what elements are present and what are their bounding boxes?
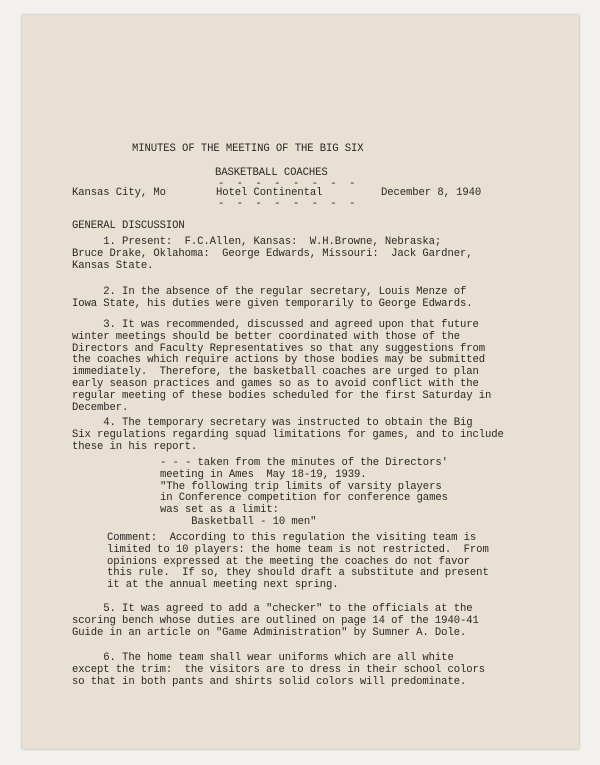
text-line: regular meeting of these bodies scheduled for the first Saturday in [72, 389, 492, 402]
text-line: it at the annual meeting next spring. [107, 579, 339, 592]
text-line: December. [72, 401, 129, 414]
paragraph-3 [72, 320, 491, 414]
meeting-hotel: Hotel Continental [216, 187, 323, 199]
text-line: immediately. Therefore, the basketball coaches are urged to plan [72, 366, 479, 379]
text-line: "The following trip limits of varsity players [160, 480, 442, 493]
text-line: 3. It was recommended, discussed and agreed upon that future [72, 319, 479, 331]
text-line: 4. The temporary secretary was instructed to obtain the Big [72, 417, 473, 429]
text-line: in Conference competition for conference games [160, 492, 448, 505]
text-line: Kansas State. [72, 259, 154, 272]
text-line: early season practices and games so as to avoid conflict with the [72, 377, 479, 390]
text-line: Guide in an article on "Game Administration" by Sumner A. Dole. [72, 626, 467, 639]
document-title: MINUTES OF THE MEETING OF THE BIG SIX [132, 143, 364, 155]
text-line: opinions expressed at the meeting the coaches do not favor [107, 555, 470, 568]
quoted-regulation [160, 458, 448, 529]
text-line: 6. The home team shall wear uniforms which are all white [72, 652, 454, 664]
text-line: 1. Present: F.C.Allen, Kansas: W.H.Browne, Nebraska; [72, 236, 442, 248]
paragraph-1 [72, 237, 472, 272]
paragraph-2 [72, 287, 472, 311]
section-heading: GENERAL DISCUSSION [72, 220, 185, 232]
text-line: - - - taken from the minutes of the Directors' [160, 457, 448, 469]
text-line: limited to 10 players: the home team is not restricted. From [107, 543, 489, 556]
text-line: this rule. If so, they should draft a substitute and present [107, 567, 489, 580]
meeting-date: December 8, 1940 [381, 187, 482, 199]
paragraph-6 [72, 653, 485, 688]
text-line: winter meetings should be better coordinated with those of the [72, 330, 460, 343]
text-line: except the trim: the visitors are to dress in their school colors [72, 663, 485, 676]
text-line: scoring bench whose duties are outlined on page 14 of the 1940-41 [72, 614, 479, 627]
comment-paragraph [107, 533, 489, 592]
paragraph-5 [72, 604, 479, 639]
text-line: 5. It was agreed to add a "checker" to the officials at the [72, 603, 473, 615]
meeting-location: Kansas City, Mo [72, 187, 166, 199]
text-line: Six regulations regarding squad limitations for games, and to include [72, 428, 504, 441]
text-line: was set as a limit: [160, 504, 279, 517]
text-line: 2. In the absence of the regular secretary, Louis Menze of [72, 286, 467, 298]
text-line: Iowa State, his duties were given temporarily to George Edwards. [72, 297, 473, 310]
text-line: so that in both pants and shirts solid colors will predominate. [72, 675, 467, 688]
text-line: Basketball - 10 men" [160, 515, 317, 528]
subtitle-underline: - - - - - - - - [218, 178, 359, 190]
text-line: Directors and Faculty Representatives so that any suggestions from [72, 342, 485, 355]
text-line: the coaches which require actions by those bodies may be submitted [72, 354, 485, 367]
text-line: Bruce Drake, Oklahoma: George Edwards, Missouri: Jack Gardner, [72, 247, 473, 260]
text-line: these in his report. [72, 440, 198, 453]
document-subtitle: BASKETBALL COACHES [215, 167, 328, 179]
paragraph-4 [72, 418, 504, 453]
text-line: meeting in Ames May 18-19, 1939. [160, 468, 367, 481]
text-line: Comment: According to this regulation the visiting team is [107, 532, 477, 544]
hotel-underline: - - - - - - - - [218, 198, 359, 210]
